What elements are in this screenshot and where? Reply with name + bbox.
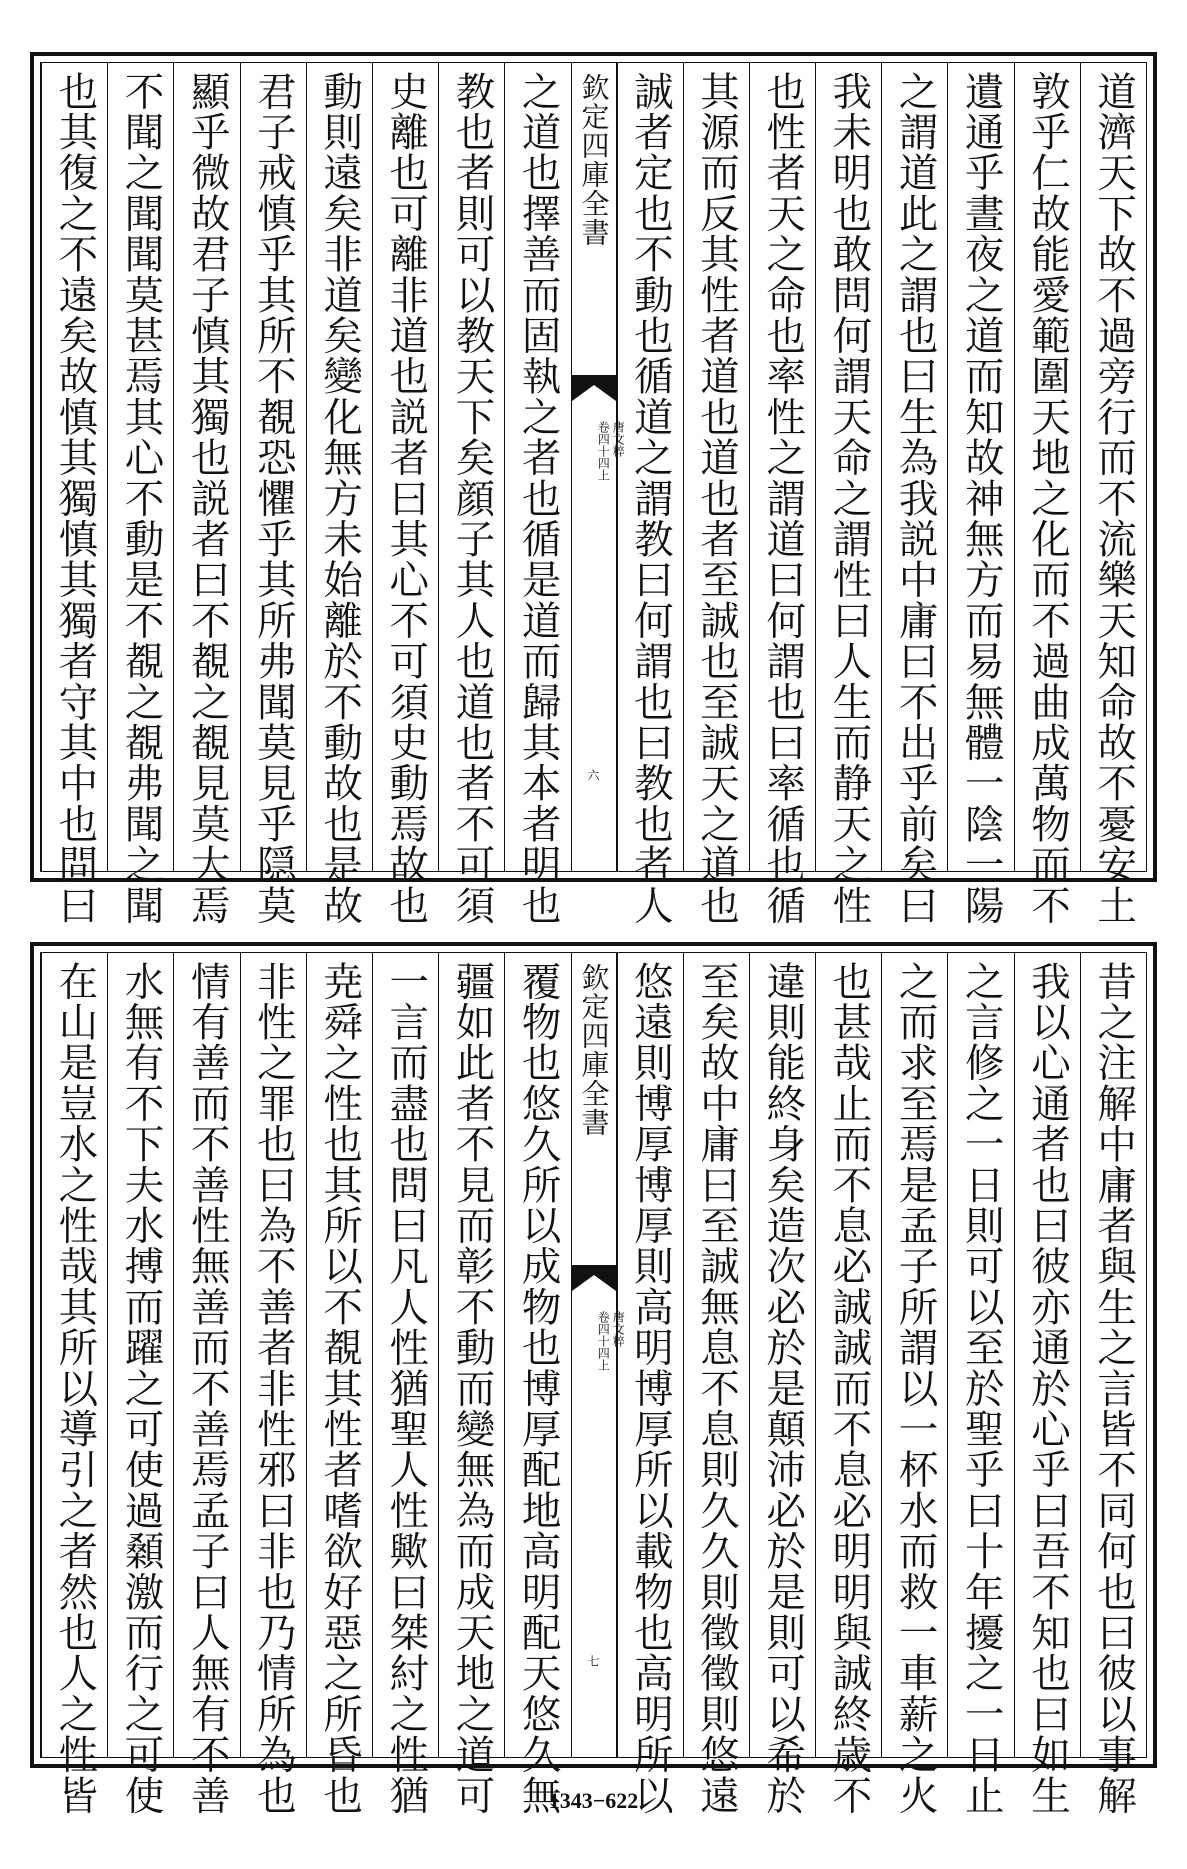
text-column [815,953,881,1816]
text-column [504,953,570,1816]
column-text: 覆物也悠久所以成物也博厚配地高明配天悠久無 [515,961,562,1816]
column-text: 顯乎微故君子慎其獨也説者曰不覩之覩見莫大焉 [184,71,231,926]
column-text: 情有善而不善性無善而不善焉孟子曰人無有不善 [184,961,231,1816]
column-text: 敦乎仁故能愛範圍天地之化而不過曲成萬物而不 [1024,71,1071,926]
column-text: 之道也擇善而固執之者也循是道而歸其本者明也 [515,71,562,926]
column-text: 不聞之聞聞莫甚焉其心不動是不覩之覩弗聞之聞 [118,71,165,926]
column-text: 在山是豈水之性哉其所以導引之者然也人之性皆 [52,961,99,1816]
text-column [947,63,1013,926]
margin-volume-number: 卷四十四上 [596,1311,611,1371]
column-text: 之謂道此之謂也曰生為我説中庸曰不出乎前矣曰 [892,71,939,926]
text-column [41,63,107,926]
text-column [617,63,683,926]
page-frame [40,62,1147,926]
margin-collection-name: 唐文粹 [611,1311,626,1347]
margin-page-number: 七 [586,1655,600,1667]
text-column [881,953,947,1816]
text-column [947,953,1013,1816]
text-column [617,953,683,1816]
margin-volume-info [595,1311,625,1371]
column-text: 尭舜之性也其所以不覩其性者嗜欲好惡之所昏也 [317,961,364,1816]
column-text: 動則遠矣非道矣變化無方未始離於不動故也是故 [317,71,364,926]
text-column [240,63,306,926]
text-column [107,953,173,1816]
column-text: 我未明也敢問何謂天命之謂性曰人生而静天之性 [826,71,873,926]
text-column [173,63,239,926]
text-column [240,953,306,1816]
text-column [749,953,815,1816]
text-column [372,63,438,926]
column-text: 史離也可離非道也説者曰其心不可須史動焉故也 [383,71,430,926]
margin-book-title: 欽定四庫全書 [577,73,611,247]
text-column [306,63,372,926]
text-column [749,63,815,926]
margin-collection-name: 唐文粹 [611,421,626,457]
scan-page-top [30,52,1157,926]
margin-volume-info [595,421,625,481]
text-column [1014,63,1080,926]
text-column [372,953,438,1816]
margin-volume-number: 卷四十四上 [596,421,611,481]
column-text: 之言修之一日則可以至於聖乎曰十年擾之一日止 [958,961,1005,1816]
column-text: 水無有不下夫水搏而躍之可使過顙激而行之可使 [118,961,165,1816]
text-column [1080,63,1146,926]
column-text: 昔之注解中庸者與生之言皆不同何也曰彼以事解 [1091,961,1138,1816]
text-column [173,953,239,1816]
column-text: 教也者則可以教天下矣顔子其人也道也者不可須 [449,71,496,926]
column-text: 誠者定也不動也循道之謂教曰何謂也曰教也者人 [627,71,674,926]
text-column [881,63,947,926]
column-text: 之而求至焉是孟子所謂以一杯水而救一車薪之火 [892,961,939,1816]
column-text: 一言而盡也問曰凡人性猶聖人性歟曰桀紂之性猶 [383,961,430,1816]
text-column [1080,953,1146,1816]
text-column [438,63,504,926]
column-text: 其源而反其性者道也道也者至誠也至誠天之道也 [694,71,741,926]
column-text: 至矣故中庸曰至誠無息不息則久久則徵徵則悠遠 [694,961,741,1816]
column-text: 君子戒慎乎其所不覩恐懼乎其所弗聞莫見乎隠莫 [250,71,297,926]
center-fold-margin [571,953,626,1757]
column-text: 疆如此者不見而彰不動而變無為而成天地之道可 [449,961,496,1816]
text-column [41,953,107,1816]
margin-page-number: 六 [586,769,600,781]
text-column [683,63,749,926]
margin-book-title: 欽定四庫全書 [577,963,611,1137]
fishtail-mark [572,1265,616,1291]
column-text: 也性者天之命也率性之謂道曰何謂也曰率循也循 [760,71,807,926]
text-column [1014,953,1080,1816]
column-text: 道濟天下故不過旁行而不流樂天知命故不憂安土 [1091,71,1138,926]
column-text: 我以心通者也曰彼亦通於心乎曰吾不知也曰如生 [1024,961,1071,1816]
text-column [107,63,173,926]
center-fold-margin [571,63,626,871]
column-text: 悠遠則博厚博厚則高明博厚所以載物也高明所以 [627,961,674,1816]
column-text: 也其復之不遠矣故慎其獨慎其獨者守其中也問曰 [52,71,99,926]
column-text: 遺通乎晝夜之道而知故神無方而易無體一陰一陽 [958,71,1005,926]
fishtail-mark [572,375,616,401]
text-column [306,953,372,1816]
text-column [504,63,570,926]
column-text: 非性之罪也曰為不善者非性邪曰非也乃情所為也 [250,961,297,1816]
column-text: 違則能終身矣造次必於是顛沛必於是則可以希於 [760,961,807,1816]
text-column [438,953,504,1816]
text-column [815,63,881,926]
text-column [683,953,749,1816]
page-footer-code: 1343−622 [548,1788,639,1813]
column-text: 也甚哉止而不息必誠誠而不息必明明與誠終歳不 [826,961,873,1816]
